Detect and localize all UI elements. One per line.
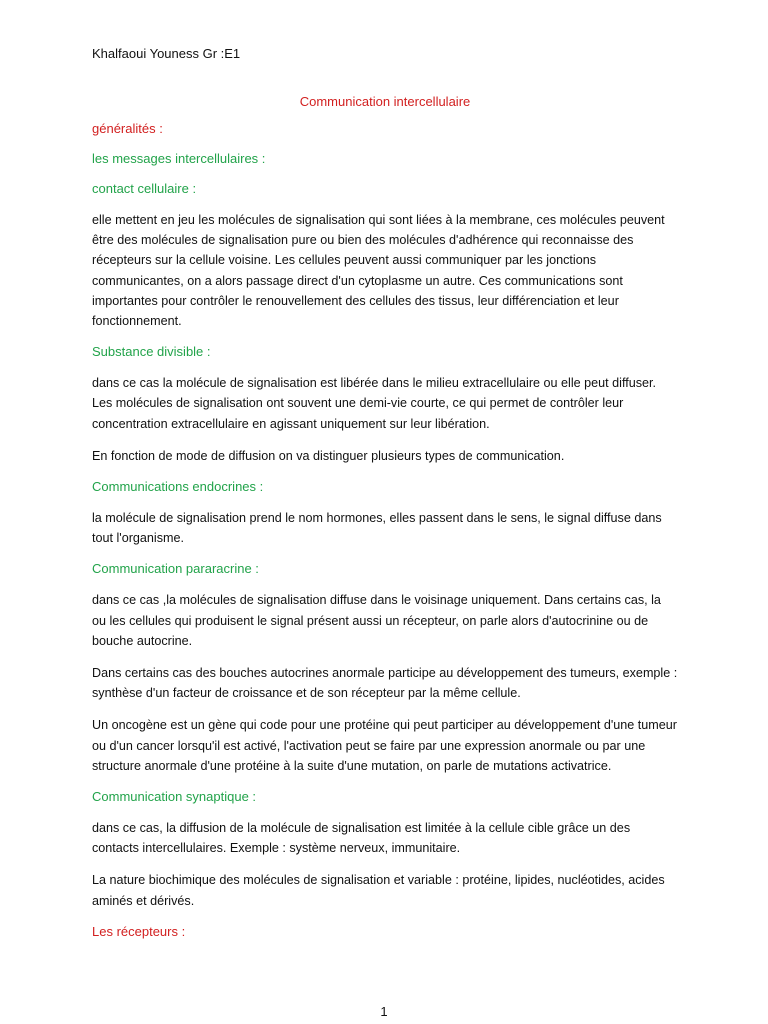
section-heading: Substance divisible :: [92, 344, 211, 360]
paragraph: Dans certains cas des bouches autocrines anormale participe au développement des tumeurs, exemple : synthèse d'un facteur de croissance et de son récepteur par la même cellule.: [92, 666, 678, 701]
paragraph: Un oncogène est un gène qui code pour une protéine qui peut participer au développement d'une tumeur ou d'un cancer lorsqu'il est activé, l'activation peut se faire par une expression anormale ou par une structure anormale d'une protéine à la suite d'une mutation, on parle de mutations activatrice.: [92, 718, 677, 773]
section-heading: généralités :: [92, 121, 163, 136]
author-line: Khalfaoui Youness Gr :E1: [92, 46, 241, 61]
section-heading: contact cellulaire :: [92, 181, 197, 196]
paragraph: dans ce cas la molécule de signalisation est libérée dans le milieu extracellulaire ou elle peut diffuser. Les molécules de signalisation ont souvent une demi-vie courte, ce qui permet de contrôler leur concentration extracellulaire en agissant uniquement sur leur libération.: [92, 376, 657, 431]
paragraph: la molécule de signalisation prend le nom hormones, elles passent dans le sens, le signal diffuse dans tout l'organisme.: [92, 511, 662, 546]
page-number: 1: [380, 1004, 388, 1019]
section-heading: les messages intercellulaires :: [92, 151, 266, 166]
paragraph: dans ce cas, la diffusion de la molécule de signalisation est limitée à la cellule cible grâce un des contacts intercellulaires. Exemple : système nerveux, immunitaire.: [92, 821, 631, 856]
paragraph: dans ce cas ,la molécules de signalisation diffuse dans le voisinage uniquement. Dans certains cas, la ou les cellules qui produisent le signal présent aussi un récepteur, on parle alors d'autocrinine ou de bouche autocrine.: [92, 593, 661, 648]
section-heading: Les récepteurs :: [92, 923, 186, 939]
paragraph: La nature biochimique des molécules de signalisation et variable : protéine, lipides, nucléotides, acides aminés et dérivés.: [92, 873, 665, 908]
paragraph: elle mettent en jeu les molécules de signalisation qui sont liées à la membrane, ces molécules peuvent être des molécules de signalisation pure ou bien des molécules d'adhérence qui reconnaisse des récepteurs sur la cellule voisine. Les cellules peuvent aussi communiquer par les jonctions communicantes, on a alors passage direct d'un cytoplasme un autre. Ces communications sont importantes pour contrôler le renouvellement des cellules des tissus, leur différenciation et leur fonctionnement.: [92, 213, 665, 329]
section-heading: Communication synaptique :: [92, 789, 257, 805]
section-heading: Communication pararacrine :: [92, 561, 259, 577]
section-heading: Communications endocrines :: [92, 479, 264, 495]
document-title: Communication intercellulaire: [299, 94, 471, 109]
paragraph: En fonction de mode de diffusion on va distinguer plusieurs types de communication.: [92, 448, 565, 463]
